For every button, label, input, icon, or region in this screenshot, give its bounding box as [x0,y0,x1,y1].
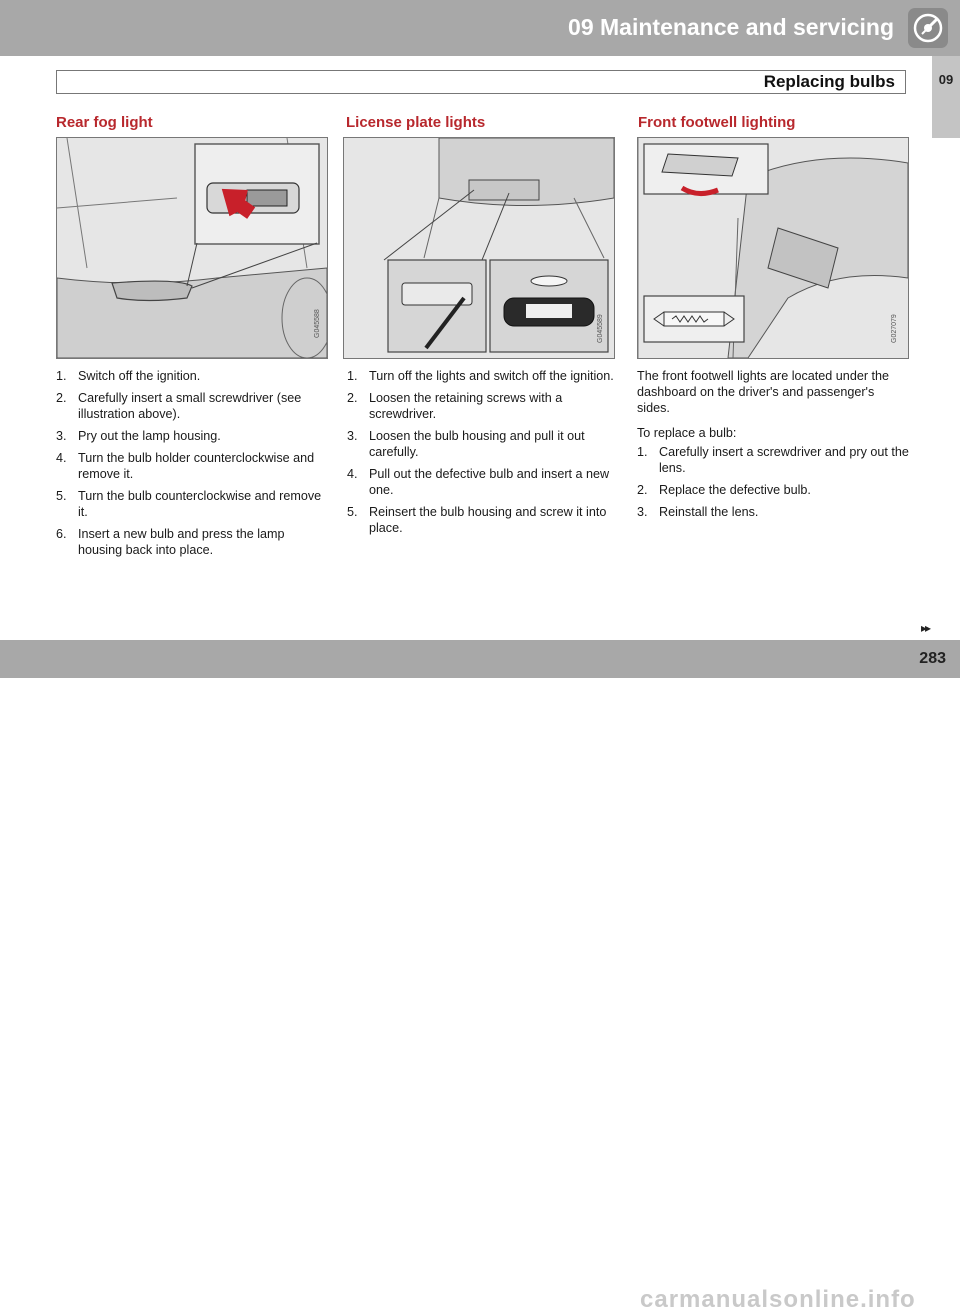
license-plate-heading-wrap [346,114,616,131]
bulb-icon [531,276,567,286]
wrench-gear-icon [908,8,948,48]
list-item: 3. Reinstall the lens. [637,505,759,519]
page-footer [0,640,960,1313]
license-plate-heading: License plate lights [346,114,486,131]
footwell-illustration [637,137,909,359]
image-code-label: G045589 [597,314,604,343]
list-item: 1. Turn off the lights and switch off the ignition. [347,369,614,383]
footwell-lead: To replace a bulb: [637,426,737,440]
image-code-label: G045588 [314,309,321,338]
rear-fog-light-illustration [56,137,328,359]
image-code-label: G027079 [891,314,898,343]
footwell-heading: Front footwell lighting [638,114,796,131]
list-item: 3. Pry out the lamp housing. [56,429,221,443]
list-item: 4. Turn the bulb holder counterclockwise and remove it. [56,451,315,481]
list-item: 4. Pull out the defective bulb and insert a new one. [347,467,610,497]
section-bar [56,70,906,94]
section-title: Replacing bulbs [763,72,895,91]
watermark: carmanualsonline.info [640,1286,916,1313]
chapter-tab-label: 09 [938,72,954,87]
list-item: 5. Turn the bulb counterclockwise and remove it. [56,489,322,519]
footwell-intro: The front footwell lights are located under the dashboard on the driver's and passenger's sides. [637,369,890,415]
rear-fog-light-heading-wrap [56,114,326,131]
chapter-header [0,0,960,56]
list-item: 1. Carefully insert a screwdriver and pry out the lens. [637,445,909,475]
list-item: 2. Carefully insert a small screwdriver (see illustration above). [56,391,302,421]
list-item: 2. Loosen the retaining screws with a screwdriver. [347,391,563,421]
chapter-title: 09 Maintenance and servicing [568,14,894,40]
list-item: 1. Switch off the ignition. [56,369,201,383]
list-item: 3. Loosen the bulb housing and pull it out carefully. [347,429,585,459]
list-item: 2. Replace the defective bulb. [637,483,811,497]
footwell-steps [637,444,909,526]
list-item: 5. Reinsert the bulb housing and screw it into place. [347,505,607,535]
license-plate-illustration [343,137,615,359]
page-number: 283 [919,650,946,667]
rear-fog-light-steps [56,368,328,564]
continue-marker-icon: ▸▸ [921,621,930,635]
license-plate-steps [347,368,619,542]
rear-fog-light-heading: Rear fog light [56,114,153,131]
chapter-tab[interactable] [932,56,960,138]
footwell-heading-wrap [638,114,908,131]
list-item: 6. Insert a new bulb and press the lamp housing back into place. [56,527,285,557]
